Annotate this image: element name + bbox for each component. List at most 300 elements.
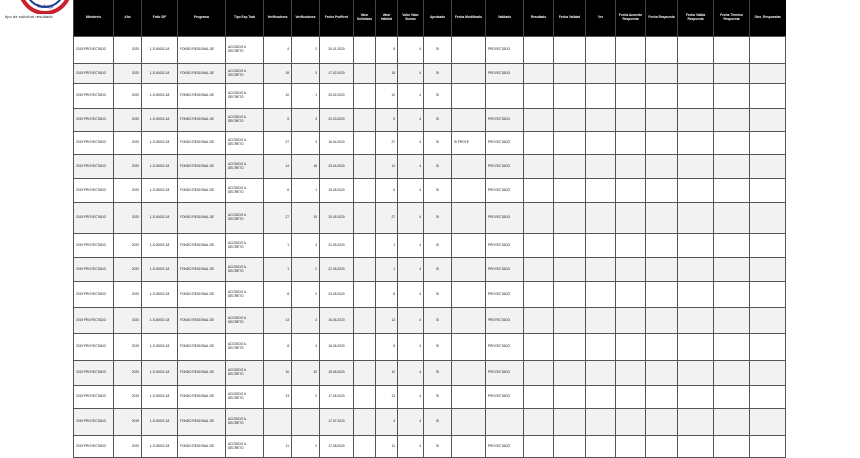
- table-cell: [616, 37, 646, 64]
- table-cell: FONDO REGIONAL DE: [178, 282, 226, 308]
- table-cell: 4: [398, 282, 424, 308]
- table-cell: [524, 109, 554, 132]
- table-cell: 27: [264, 132, 292, 155]
- table-cell: 13: [264, 386, 292, 409]
- table-cell: [524, 234, 554, 258]
- table-cell: Si: [424, 37, 452, 64]
- table-cell: ACOGIDO A DECRETO: [226, 334, 264, 361]
- table-cell: [354, 334, 376, 361]
- table-cell: 14: [376, 155, 398, 179]
- table-cell: 8: [376, 37, 398, 64]
- table-cell: [646, 334, 678, 361]
- table-cell: [524, 334, 554, 361]
- table-cell: Si: [424, 203, 452, 234]
- table-row: [74, 282, 786, 308]
- table-cell: ACOGIDO A DECRETO: [226, 282, 264, 308]
- table-cell: [750, 409, 786, 436]
- column-header: Fecha Modificado: [452, 0, 486, 37]
- table-cell: [354, 179, 376, 203]
- table-cell: [452, 282, 486, 308]
- table-cell: [452, 361, 486, 386]
- table-cell: [292, 409, 320, 436]
- table-cell: ACOGIDO A DECRETO: [226, 436, 264, 458]
- table-cell: 2020: [114, 155, 142, 179]
- table-cell: 18: [376, 64, 398, 84]
- table-cell: [554, 109, 586, 132]
- table-cell: 2020: [114, 64, 142, 84]
- table-cell: [354, 409, 376, 436]
- table-cell: 4: [398, 308, 424, 334]
- table-cell: [554, 258, 586, 282]
- table-cell: [354, 282, 376, 308]
- table-cell: [354, 234, 376, 258]
- column-header: Fecha Término Respuesta: [714, 0, 750, 37]
- table-cell: Si: [424, 132, 452, 155]
- table-cell: 1-S-00002-18: [142, 308, 178, 334]
- table-cell: 2019: [114, 334, 142, 361]
- table-cell: [750, 155, 786, 179]
- table-cell: ACOGIDO A DECRETO: [226, 179, 264, 203]
- table-cell: [616, 109, 646, 132]
- table-cell: [678, 386, 714, 409]
- table-cell: 6: [376, 179, 398, 203]
- table-cell: 2019 PROYECTADO: [74, 282, 114, 308]
- table-cell: 11: [376, 436, 398, 458]
- table-cell: FONDO REGIONAL DE: [178, 386, 226, 409]
- table-row: [74, 84, 786, 109]
- table-cell: 20: [292, 361, 320, 386]
- table-row: [74, 436, 786, 458]
- table-cell: FONDO REGIONAL DE: [178, 203, 226, 234]
- table-cell: [354, 37, 376, 64]
- table-cell: ACOGIDO A DECRETO: [226, 203, 264, 234]
- table-cell: 1-S-00002-18: [142, 282, 178, 308]
- table-cell: [586, 132, 616, 155]
- table-cell: 5: [264, 109, 292, 132]
- table-cell: [524, 409, 554, 436]
- table-cell: 4: [398, 155, 424, 179]
- table-cell: 3: [292, 64, 320, 84]
- table-cell: 1-S-00002-18: [142, 155, 178, 179]
- table-row: [74, 155, 786, 179]
- table-cell: [714, 282, 750, 308]
- table-cell: [678, 436, 714, 458]
- table-cell: [586, 109, 616, 132]
- table-cell: 4: [398, 334, 424, 361]
- table-cell: [616, 361, 646, 386]
- table-cell: FONDO REGIONAL DE: [178, 132, 226, 155]
- table-cell: 14: [264, 155, 292, 179]
- table-cell: PROYECTADO: [486, 179, 524, 203]
- table-cell: 4: [292, 334, 320, 361]
- table-cell: [354, 64, 376, 84]
- table-cell: 2020: [114, 132, 142, 155]
- table-cell: PROYECTADO: [486, 109, 524, 132]
- column-header: Programa: [178, 0, 226, 37]
- table-cell: 2019 PROYECTADO: [74, 64, 114, 84]
- table-cell: 1-S-00002-18: [142, 258, 178, 282]
- table-cell: [554, 203, 586, 234]
- table-cell: [554, 409, 586, 436]
- table-cell: [750, 282, 786, 308]
- table-cell: [354, 155, 376, 179]
- table-row: [74, 109, 786, 132]
- table-cell: [616, 64, 646, 84]
- table-row: [74, 361, 786, 386]
- table-cell: 20-03-2020: [320, 109, 354, 132]
- table-cell: [750, 132, 786, 155]
- table-cell: 2019 PROYECTADO: [74, 132, 114, 155]
- table-cell: PROYECTADO: [486, 386, 524, 409]
- table-cell: 4: [398, 436, 424, 458]
- table-cell: [354, 132, 376, 155]
- table-cell: [714, 258, 750, 282]
- table-cell: [714, 409, 750, 436]
- results-table: [73, 0, 786, 458]
- table-cell: 1-S-00002-18: [142, 234, 178, 258]
- table-cell: [524, 37, 554, 64]
- table-cell: 2: [292, 386, 320, 409]
- column-header: Resultado: [524, 0, 554, 37]
- table-cell: PROYECTADO: [486, 308, 524, 334]
- table-row: [74, 308, 786, 334]
- table-cell: 4: [398, 386, 424, 409]
- table-cell: [486, 409, 524, 436]
- table-cell: [646, 409, 678, 436]
- table-row: [74, 258, 786, 282]
- table-cell: 23-05-2020: [320, 282, 354, 308]
- table-cell: [616, 258, 646, 282]
- table-cell: 2020: [114, 203, 142, 234]
- column-header: Fecha Validad: [554, 0, 586, 37]
- table-cell: [616, 234, 646, 258]
- table-cell: 8: [376, 282, 398, 308]
- table-cell: [452, 155, 486, 179]
- table-cell: 19: [292, 203, 320, 234]
- table-cell: 5: [376, 109, 398, 132]
- table-cell: [586, 334, 616, 361]
- table-cell: [586, 258, 616, 282]
- table-cell: [646, 179, 678, 203]
- table-cell: PROYECTADO: [486, 37, 524, 64]
- table-cell: 17-08-2020: [320, 436, 354, 458]
- table-cell: [750, 234, 786, 258]
- table-cell: [678, 361, 714, 386]
- table-cell: 4: [398, 84, 424, 109]
- table-cell: 6: [264, 179, 292, 203]
- logo-image: [14, 0, 76, 14]
- table-cell: 20-01-2020: [320, 37, 354, 64]
- table-cell: 1: [376, 234, 398, 258]
- column-header: Tipo Exp Trab: [226, 0, 264, 37]
- table-cell: [714, 334, 750, 361]
- table-cell: [452, 203, 486, 234]
- table-cell: [646, 64, 678, 84]
- table-cell: [678, 308, 714, 334]
- table-cell: PROYECTADO: [486, 203, 524, 234]
- table-cell: [714, 64, 750, 84]
- table-cell: Si: [424, 386, 452, 409]
- column-header: Ministerio: [74, 0, 114, 37]
- table-cell: [586, 361, 616, 386]
- table-cell: FONDO REGIONAL DE: [178, 234, 226, 258]
- table-cell: 2020: [114, 37, 142, 64]
- table-cell: Si: [424, 155, 452, 179]
- table-cell: [646, 37, 678, 64]
- table-cell: 2020: [114, 234, 142, 258]
- table-cell: [586, 234, 616, 258]
- table-cell: [678, 282, 714, 308]
- table-cell: [586, 203, 616, 234]
- table-cell: Si PROYE: [452, 132, 486, 155]
- table-cell: [264, 409, 292, 436]
- table-cell: 1-S-00002-18: [142, 203, 178, 234]
- table-cell: [452, 64, 486, 84]
- table-cell: FONDO REGIONAL DE: [178, 179, 226, 203]
- table-cell: 17-07-2020: [320, 409, 354, 436]
- table-cell: [616, 334, 646, 361]
- table-cell: [750, 436, 786, 458]
- table-cell: 11: [264, 436, 292, 458]
- table-cell: 18: [264, 64, 292, 84]
- table-cell: [486, 84, 524, 109]
- table-cell: 16-04-2020: [320, 132, 354, 155]
- table-cell: Si: [424, 179, 452, 203]
- table-cell: 2019 PROYECTADO: [74, 155, 114, 179]
- table-cell: [750, 203, 786, 234]
- table-cell: 4: [398, 109, 424, 132]
- table-cell: [678, 203, 714, 234]
- table-cell: 1-S-00002-18: [142, 132, 178, 155]
- table-cell: 1: [264, 234, 292, 258]
- column-header: Valor Solicitado: [354, 0, 376, 37]
- table-cell: [524, 386, 554, 409]
- table-cell: [586, 155, 616, 179]
- table-cell: [524, 155, 554, 179]
- table-cell: Si: [424, 361, 452, 386]
- table-cell: FONDO REGIONAL DE: [178, 436, 226, 458]
- table-cell: PROYECTADO: [486, 155, 524, 179]
- table-cell: [452, 84, 486, 109]
- table-cell: 2019 PROYECTADO: [74, 203, 114, 234]
- table-cell: PROYECTADO: [486, 436, 524, 458]
- table-cell: [616, 203, 646, 234]
- table-cell: 2020: [114, 361, 142, 386]
- table-cell: [586, 409, 616, 436]
- table-cell: [616, 409, 646, 436]
- table-cell: [554, 179, 586, 203]
- table-cell: 4: [398, 361, 424, 386]
- table-cell: [354, 361, 376, 386]
- table-cell: 1: [292, 84, 320, 109]
- table-cell: 4: [398, 37, 424, 64]
- table-cell: [750, 179, 786, 203]
- table-cell: 2: [292, 308, 320, 334]
- table-cell: 8: [264, 282, 292, 308]
- column-header: Validado: [486, 0, 524, 37]
- table-cell: [554, 84, 586, 109]
- table-cell: [524, 64, 554, 84]
- table-cell: [714, 155, 750, 179]
- table-cell: [354, 258, 376, 282]
- table-cell: [678, 258, 714, 282]
- table-cell: [750, 64, 786, 84]
- table-cell: [646, 436, 678, 458]
- table-cell: 13: [264, 308, 292, 334]
- table-cell: [524, 361, 554, 386]
- table-cell: 1-S-00002-18: [142, 334, 178, 361]
- table-cell: [554, 334, 586, 361]
- table-cell: 10: [264, 84, 292, 109]
- table-cell: [524, 203, 554, 234]
- table-cell: [616, 308, 646, 334]
- table-cell: 20-05-2020: [320, 203, 354, 234]
- table-cell: [354, 386, 376, 409]
- table-row: [74, 203, 786, 234]
- table-cell: 27: [376, 132, 398, 155]
- table-cell: [678, 179, 714, 203]
- table-cell: 3: [292, 109, 320, 132]
- table-cell: [646, 203, 678, 234]
- table-cell: FONDO REGIONAL DE: [178, 308, 226, 334]
- table-header-row: [74, 0, 786, 37]
- column-header: Folio SIF: [142, 0, 178, 37]
- table-cell: [354, 308, 376, 334]
- table-cell: 2019 PROYECTADO: [74, 308, 114, 334]
- table-cell: [554, 386, 586, 409]
- table-cell: PROYECTADO: [486, 234, 524, 258]
- table-cell: 16-06-2020: [320, 308, 354, 334]
- table-row: [74, 37, 786, 64]
- table-cell: [646, 308, 678, 334]
- table-cell: FONDO REGIONAL DE: [178, 258, 226, 282]
- table-cell: ACOGIDO A DECRETO: [226, 409, 264, 436]
- table-cell: 15-06-2020: [320, 361, 354, 386]
- table-cell: 1-S-00002-18: [142, 84, 178, 109]
- column-header: Fecha Valida Respuesta: [678, 0, 714, 37]
- table-cell: [452, 436, 486, 458]
- table-cell: 1-S-00002-18: [142, 37, 178, 64]
- table-cell: [586, 179, 616, 203]
- table-cell: [554, 361, 586, 386]
- table-cell: FONDO REGIONAL DE: [178, 64, 226, 84]
- table-cell: 2019 PROYECTADO: [74, 361, 114, 386]
- table-cell: 1-S-00002-18: [142, 179, 178, 203]
- table-cell: [586, 282, 616, 308]
- table-cell: [646, 361, 678, 386]
- table-cell: 4: [398, 258, 424, 282]
- table-cell: [678, 334, 714, 361]
- table-cell: [452, 308, 486, 334]
- table-cell: [646, 132, 678, 155]
- table-cell: [354, 109, 376, 132]
- table-cell: Si: [424, 64, 452, 84]
- table-cell: 3: [292, 234, 320, 258]
- table-cell: 15-05-2020: [320, 179, 354, 203]
- table-cell: 16-06-2020: [320, 334, 354, 361]
- table-cell: [524, 179, 554, 203]
- table-cell: [452, 386, 486, 409]
- table-cell: FONDO REGIONAL DE: [178, 361, 226, 386]
- document-caption: tipo de solicitud resultado: [5, 14, 53, 19]
- table-cell: 2019 PROYECTADO: [74, 179, 114, 203]
- table-cell: 1-S-00002-18: [142, 386, 178, 409]
- table-cell: [678, 109, 714, 132]
- table-cell: 4: [264, 37, 292, 64]
- table-cell: PROYECTADO: [486, 334, 524, 361]
- table-cell: 2019: [114, 409, 142, 436]
- table-cell: [554, 37, 586, 64]
- table-cell: [714, 234, 750, 258]
- table-cell: [554, 282, 586, 308]
- table-cell: [354, 84, 376, 109]
- table-cell: 4: [398, 409, 424, 436]
- column-header: Fecha Proffired: [320, 0, 354, 37]
- table-cell: [554, 436, 586, 458]
- table-cell: 2019: [114, 386, 142, 409]
- table-cell: ACOGIDO A DECRETO: [226, 308, 264, 334]
- table-cell: Si: [424, 234, 452, 258]
- table-cell: [714, 436, 750, 458]
- table-cell: [616, 282, 646, 308]
- table-cell: 4: [398, 203, 424, 234]
- table-cell: Si: [424, 409, 452, 436]
- table-row: [74, 409, 786, 436]
- table-cell: [554, 64, 586, 84]
- table-cell: [586, 386, 616, 409]
- table-cell: Si: [424, 84, 452, 109]
- table-cell: [616, 436, 646, 458]
- table-cell: 2020: [114, 109, 142, 132]
- table-row: [74, 334, 786, 361]
- table-cell: [750, 386, 786, 409]
- column-header: Fecha Acuerdo Respuesta: [616, 0, 646, 37]
- table-cell: [586, 436, 616, 458]
- table-cell: [452, 409, 486, 436]
- table-cell: [750, 361, 786, 386]
- table-cell: ACOGIDO A DECRETO: [226, 234, 264, 258]
- table-cell: [554, 234, 586, 258]
- table-cell: 8: [264, 334, 292, 361]
- column-header: Valor Valor Sumas: [398, 0, 424, 37]
- table-cell: [616, 179, 646, 203]
- table-cell: 13: [376, 386, 398, 409]
- table-cell: 1-S-00002-18: [142, 109, 178, 132]
- table-cell: [586, 64, 616, 84]
- table-cell: ACOGIDO A DECRETO: [226, 84, 264, 109]
- table-cell: [616, 84, 646, 109]
- table-cell: [452, 179, 486, 203]
- column-header: Año: [114, 0, 142, 37]
- table-cell: 1-S-00002-18: [142, 64, 178, 84]
- table-cell: 10: [376, 361, 398, 386]
- table-cell: 4: [398, 179, 424, 203]
- table-cell: 2019 PROYECTADO: [74, 436, 114, 458]
- table-cell: [678, 84, 714, 109]
- table-cell: 4: [376, 409, 398, 436]
- table-cell: 10: [376, 84, 398, 109]
- table-cell: 2019 PROYECTADO: [74, 409, 114, 436]
- table-cell: 8: [376, 334, 398, 361]
- table-cell: 2019 PROYECTADO: [74, 84, 114, 109]
- table-cell: 2020: [114, 282, 142, 308]
- table-cell: 1-S-00002-18: [142, 361, 178, 386]
- table-cell: 17-06-2020: [320, 386, 354, 409]
- table-cell: Si: [424, 334, 452, 361]
- table-cell: [750, 308, 786, 334]
- table-cell: 1: [376, 258, 398, 282]
- table-cell: 1-S-00002-18: [142, 436, 178, 458]
